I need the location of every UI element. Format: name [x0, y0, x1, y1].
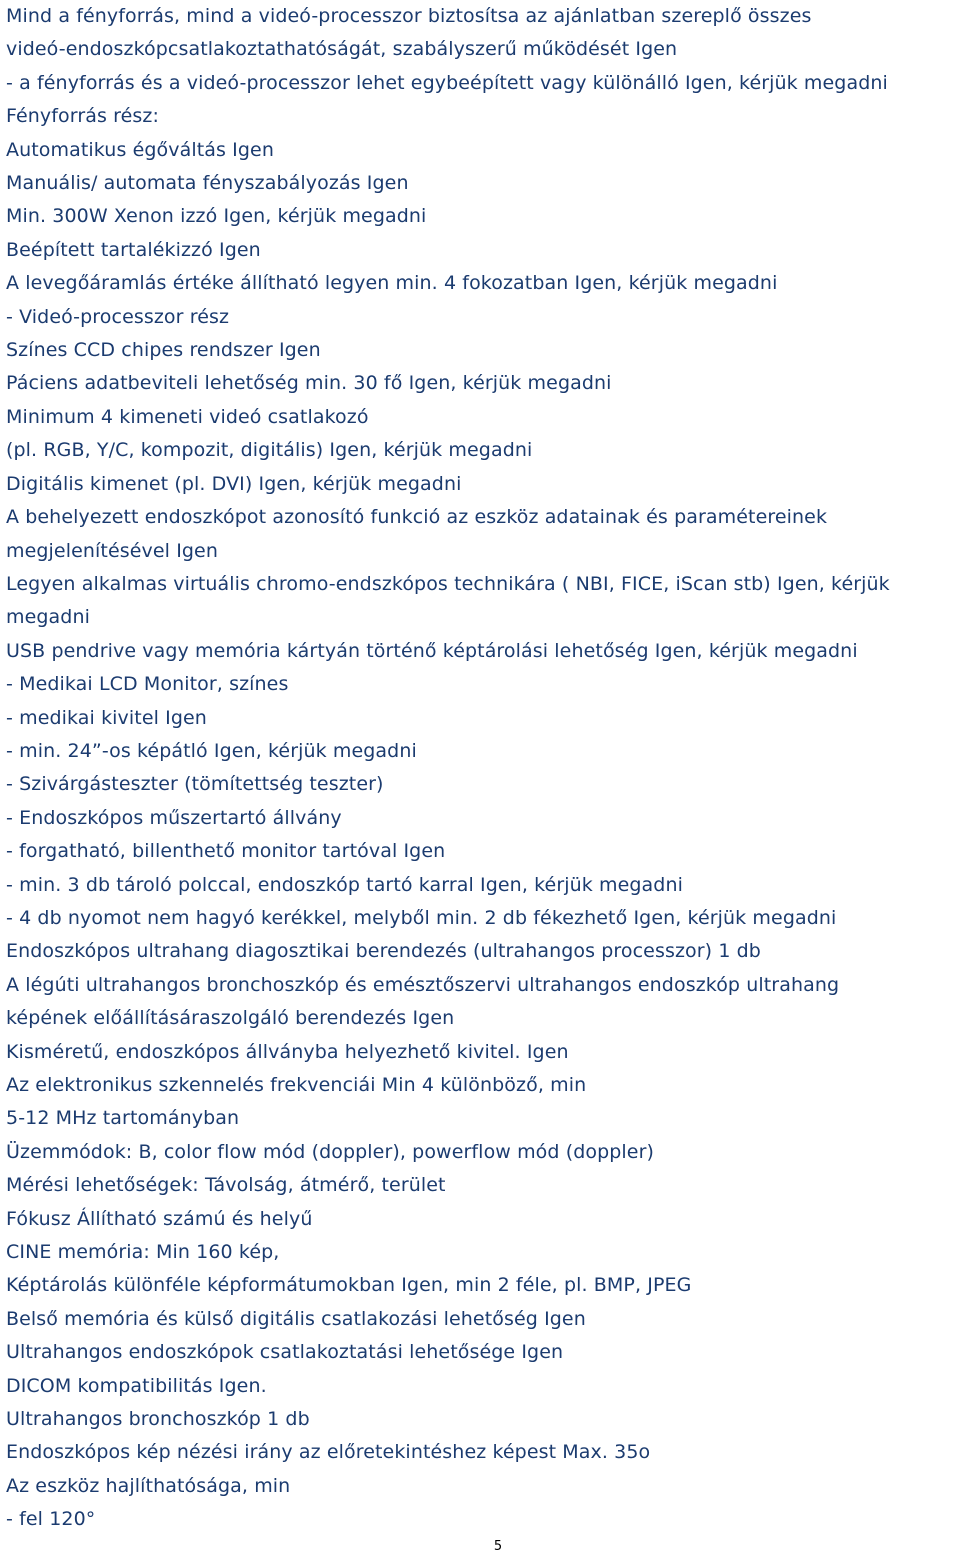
text-line: Az eszköz hajlíthatósága, min: [6, 1474, 291, 1497]
text-line: - forgatható, billenthető monitor tartóval Igen: [6, 840, 446, 863]
text-line: (pl. RGB, Y/C, kompozit, digitális) Igen, kérjük megadni: [6, 439, 533, 462]
text-line: A levegőáramlás értéke állítható legyen min. 4 fokozatban Igen, kérjük megadni: [6, 272, 778, 295]
text-line: - fel 120°: [6, 1508, 96, 1531]
text-line: CINE memória: Min 160 kép,: [6, 1241, 280, 1264]
text-line: Üzemmódok: B, color flow mód (doppler), powerflow mód (doppler): [6, 1140, 655, 1163]
text-line: - a fényforrás és a videó-processzor lehet egybeépített vagy különálló Igen, kérjük megadni: [6, 71, 888, 94]
document-body: [6, 0, 956, 1537]
text-line: Az elektronikus szkennelés frekvenciái Min 4 különböző, min: [6, 1074, 587, 1096]
text-line: Fényforrás rész:: [6, 105, 160, 128]
text-line: Fókusz Állítható számú és helyű: [6, 1207, 313, 1230]
page-number: 5: [493, 1539, 503, 1554]
text-line: A behelyezett endoszkópot azonosító funkció az eszköz adatainak és paramétereinek: [6, 506, 828, 529]
text-line: Ultrahangos endoszkópok csatlakoztatási lehetősége Igen: [6, 1341, 564, 1364]
text-line: A légúti ultrahangos bronchoszkóp és emésztőszervi ultrahangos endoszkóp ultrahang: [6, 973, 840, 996]
text-line: DICOM kompatibilitás Igen.: [6, 1374, 267, 1397]
text-line: - 4 db nyomot nem hagyó kerékkel, melyből min. 2 db fékezhető Igen, kérjük megadni: [6, 906, 837, 929]
text-line: megadni: [6, 606, 90, 629]
text-line: Digitális kimenet (pl. DVI) Igen, kérjük megadni: [6, 472, 462, 495]
text-line: Manuális/ automata fényszabályozás Igen: [6, 172, 409, 195]
text-line: 5-12 MHz tartományban: [6, 1107, 240, 1130]
text-line: - Szivárgásteszter (tömítettség teszter): [6, 773, 384, 796]
text-line: - min. 3 db tároló polccal, endoszkóp tartó karral Igen, kérjük megadni: [6, 873, 683, 896]
text-line: - Endoszkópos műszertartó állvány: [6, 806, 342, 829]
text-line: USB pendrive vagy memória kártyán történő képtárolási lehetőség Igen, kérjük megadni: [6, 639, 858, 662]
text-line: Mind a fényforrás, mind a videó-processzor biztosítsa az ajánlatban szereplő összes: [6, 5, 812, 27]
text-line: Belső memória és külső digitális csatlakozási lehetőség Igen: [6, 1307, 586, 1330]
text-line: Minimum 4 kimeneti videó csatlakozó: [6, 405, 369, 428]
text-line: Beépített tartalékizzó Igen: [6, 238, 261, 261]
text-line: Színes CCD chipes rendszer Igen: [6, 339, 321, 362]
text-line: megjelenítésével Igen: [6, 539, 218, 562]
text-line: Endoszkópos kép nézési irány az előretekintéshez képest Max. 35o: [6, 1441, 651, 1464]
text-line: Ultrahangos bronchoszkóp 1 db: [6, 1408, 310, 1431]
text-line: Automatikus égőváltás Igen: [6, 138, 274, 161]
text-line: Képtárolás különféle képformátumokban Igen, min 2 féle, pl. BMP, JPEG: [6, 1274, 692, 1297]
text-line: Páciens adatbeviteli lehetőség min. 30 fő Igen, kérjük megadni: [6, 372, 612, 395]
text-line: Min. 300W Xenon izzó Igen, kérjük megadni: [6, 205, 427, 228]
text-line: - Medikai LCD Monitor, színes: [6, 673, 289, 696]
text-line: - Videó-processzor rész: [6, 305, 230, 328]
text-line: Legyen alkalmas virtuális chromo-endszkópos technikára ( NBI, FICE, iScan stb) Igen, kérjük: [6, 572, 890, 595]
text-line: Kisméretű, endoszkópos állványba helyezhető kivitel. Igen: [6, 1040, 569, 1063]
text-line: - min. 24”-os képátló Igen, kérjük megadni: [6, 739, 417, 762]
text-line: videó-endoszkópcsatlakoztathatóságát, szabályszerű működését Igen: [6, 38, 678, 61]
text-line: Mérési lehetőségek: Távolság, átmérő, terület: [6, 1174, 446, 1197]
text-line: képének előállításáraszolgáló berendezés Igen: [6, 1007, 455, 1030]
text-line: - medikai kivitel Igen: [6, 706, 207, 729]
text-line: Endoszkópos ultrahang diagosztikai berendezés (ultrahangos processzor) 1 db: [6, 940, 761, 963]
